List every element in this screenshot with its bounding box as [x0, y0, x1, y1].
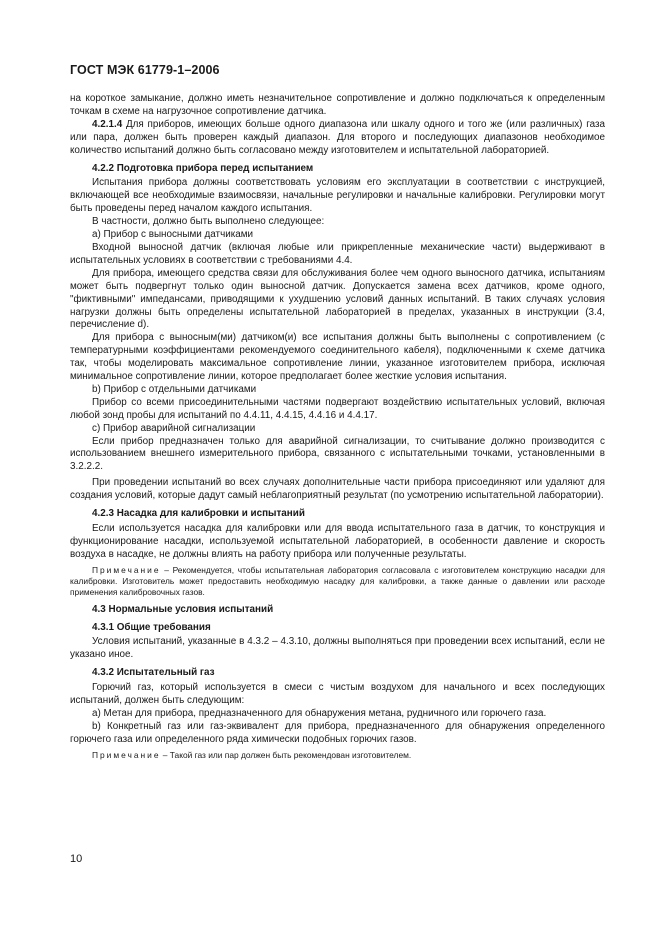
- section-heading: [70, 667, 605, 680]
- paragraph-text: b) Конкретный газ или газ-эквивалент для прибора, предназначенного для обнаружения определенного горючего газа или определенного ряда химически подобных горючих газов.: [70, 720, 605, 745]
- paragraph: [70, 436, 605, 475]
- paragraph: [70, 268, 605, 333]
- paragraph: [70, 229, 605, 242]
- document-body: [70, 93, 605, 761]
- paragraph-text: Прибор со всеми присоединительными частями подвергают воздействию испытательных условий, включая любой зонд пробы для испытаний по 4.4.11, 4.4.15, 4.4.16 и 4.4.17.: [70, 396, 605, 421]
- section-heading: [70, 163, 605, 176]
- paragraph: [70, 708, 605, 721]
- paragraph-text: При проведении испытаний во всех случаях дополнительные части прибора присоединяют или удаляют для создания условий, которые дадут самый неблагоприятный результат (по усмотрению испытательной лаборатории).: [70, 477, 605, 502]
- note-label: Примечание: [92, 564, 161, 575]
- paragraph-text: Если используется насадка для калибровки или для ввода испытательного газа в датчик, то конструкция и функционирование насадки, используемой испытательной лабораторией, в особенности давление и скорость воздуха в насадке, не должны влиять на работу прибора или полученные результаты.: [70, 523, 605, 560]
- document-header: ГОСТ МЭК 61779-1–2006: [70, 63, 220, 77]
- paragraph-text: с) Прибор аварийной сигнализации: [92, 422, 256, 434]
- paragraph-text: В частности, должно быть выполнено следующее:: [92, 216, 325, 228]
- paragraph-text: на короткое замыкание, должно иметь незначительное сопротивление и должно подключаться к определенным точкам в схеме на нагрузочное сопротивление датчика.: [70, 93, 605, 117]
- paragraph-text: 4.3.1 Общие требования: [92, 621, 211, 633]
- paragraph-text: – Рекомендуется, чтобы испытательная лаборатория согласовала с изготовителем конструкцию насадки для калибровки. Изготовитель может предоставить необходимую насадку для калибровки, а также данные о давлении или расходе применения калибровочных газов.: [70, 564, 605, 598]
- paragraph: [70, 216, 605, 229]
- paragraph-text: Для прибора, имеющего средства связи для обслуживания более чем одного выносного датчика, испытаниям может быть подвергнут только один выносной датчик. Допускается замена всех датчиков, кроме одного, "фиктивными" импедансами, приводящими к ухудшению условий данных испытаний. В таких случаях условия нагрузки должны быть определены испытательной лабораторией в пределах, указанных в инструкции (3.4, перечисление d).: [70, 267, 605, 331]
- paragraph-text: Если прибор предназначен только для аварийной сигнализации, то считывание должно производится с использованием внешнего измерительного прибора, связанного с испытательными точками, установленными в 3.2.2.2.: [70, 435, 605, 473]
- note-label: Примечание: [92, 749, 161, 760]
- paragraph-text: – Такой газ или пар должен быть рекомендован изготовителем.: [160, 749, 412, 760]
- paragraph: [70, 332, 605, 384]
- paragraph: [70, 177, 605, 216]
- note-paragraph: [70, 565, 605, 599]
- paragraph-text: а) Метан для прибора, предназначенного для обнаружения метана, рудничного или горючего газа.: [92, 707, 547, 719]
- paragraph: [70, 477, 605, 503]
- paragraph: [70, 397, 605, 423]
- paragraph: [70, 93, 605, 119]
- paragraph-text: Для прибора с выносным(ми) датчиком(и) все испытания должны быть выполнены с сопротивлением (с температурными коэффициентами рекомендуемого соединительного кабеля), подключенными к схеме датчика так, чтобы моделировать максимальное сопротивление линии, указанное изготовителем прибора, исключая минимальное сопротивление линии, которое предполагает более жесткие условия испытания.: [70, 332, 605, 383]
- paragraph-text: Для приборов, имеющих больше одного диапазона или шкалу одного и того же (или различных) газа или пара, должен быть проверен каждый диапазон. Для второго и последующих диапазонов необходимое количество испытаний должно быть согласовано между изготовителем и испытательной лабораторией.: [70, 118, 605, 156]
- paragraph-text: b) Прибор с отдельными датчиками: [92, 383, 257, 395]
- paragraph: [70, 721, 605, 747]
- section-heading: [70, 604, 605, 617]
- section-heading: [70, 622, 605, 635]
- paragraph-text: Условия испытаний, указанные в 4.3.2 – 4.3.10, должны выполняться при проведении всех испытаний, если не указано иное.: [70, 636, 605, 661]
- paragraph: [70, 682, 605, 708]
- paragraph: [70, 423, 605, 436]
- paragraph: [70, 636, 605, 662]
- paragraph: [70, 242, 605, 268]
- paragraph: [70, 523, 605, 562]
- section-heading: [70, 508, 605, 521]
- paragraph-text: Горючий газ, который используется в смеси с чистым воздухом для начального и всех последующих испытаний, должен быть следующим:: [70, 682, 605, 707]
- page-number: 10: [70, 853, 83, 865]
- paragraph-text: Испытания прибора должны соответствовать условиям его эксплуатации в соответствии с инструкцией, включающей все необходимые взаимосвязи, начальные регулировки и начальные калибровки. Регулировки могут быть проведены перед началом каждого испытания.: [70, 177, 605, 215]
- paragraph-text: 4.3 Нормальные условия испытаний: [92, 603, 274, 615]
- clause-number: 4.2.1.4: [92, 118, 123, 130]
- paragraph: [70, 384, 605, 397]
- note-paragraph: [70, 750, 605, 761]
- paragraph-text: а) Прибор с выносными датчиками: [92, 229, 254, 241]
- paragraph-text: 4.2.2 Подготовка прибора перед испытанием: [92, 162, 314, 174]
- paragraph-text: 4.2.3 Насадка для калибровки и испытаний: [92, 508, 305, 520]
- paragraph-text: 4.3.2 Испытательный газ: [92, 667, 215, 679]
- paragraph: [70, 119, 605, 158]
- paragraph-text: Входной выносной датчик (включая любые или прикрепленные механические части) выдерживают в испытательных условиях в соответствии с требованиями 4.4.: [70, 241, 605, 266]
